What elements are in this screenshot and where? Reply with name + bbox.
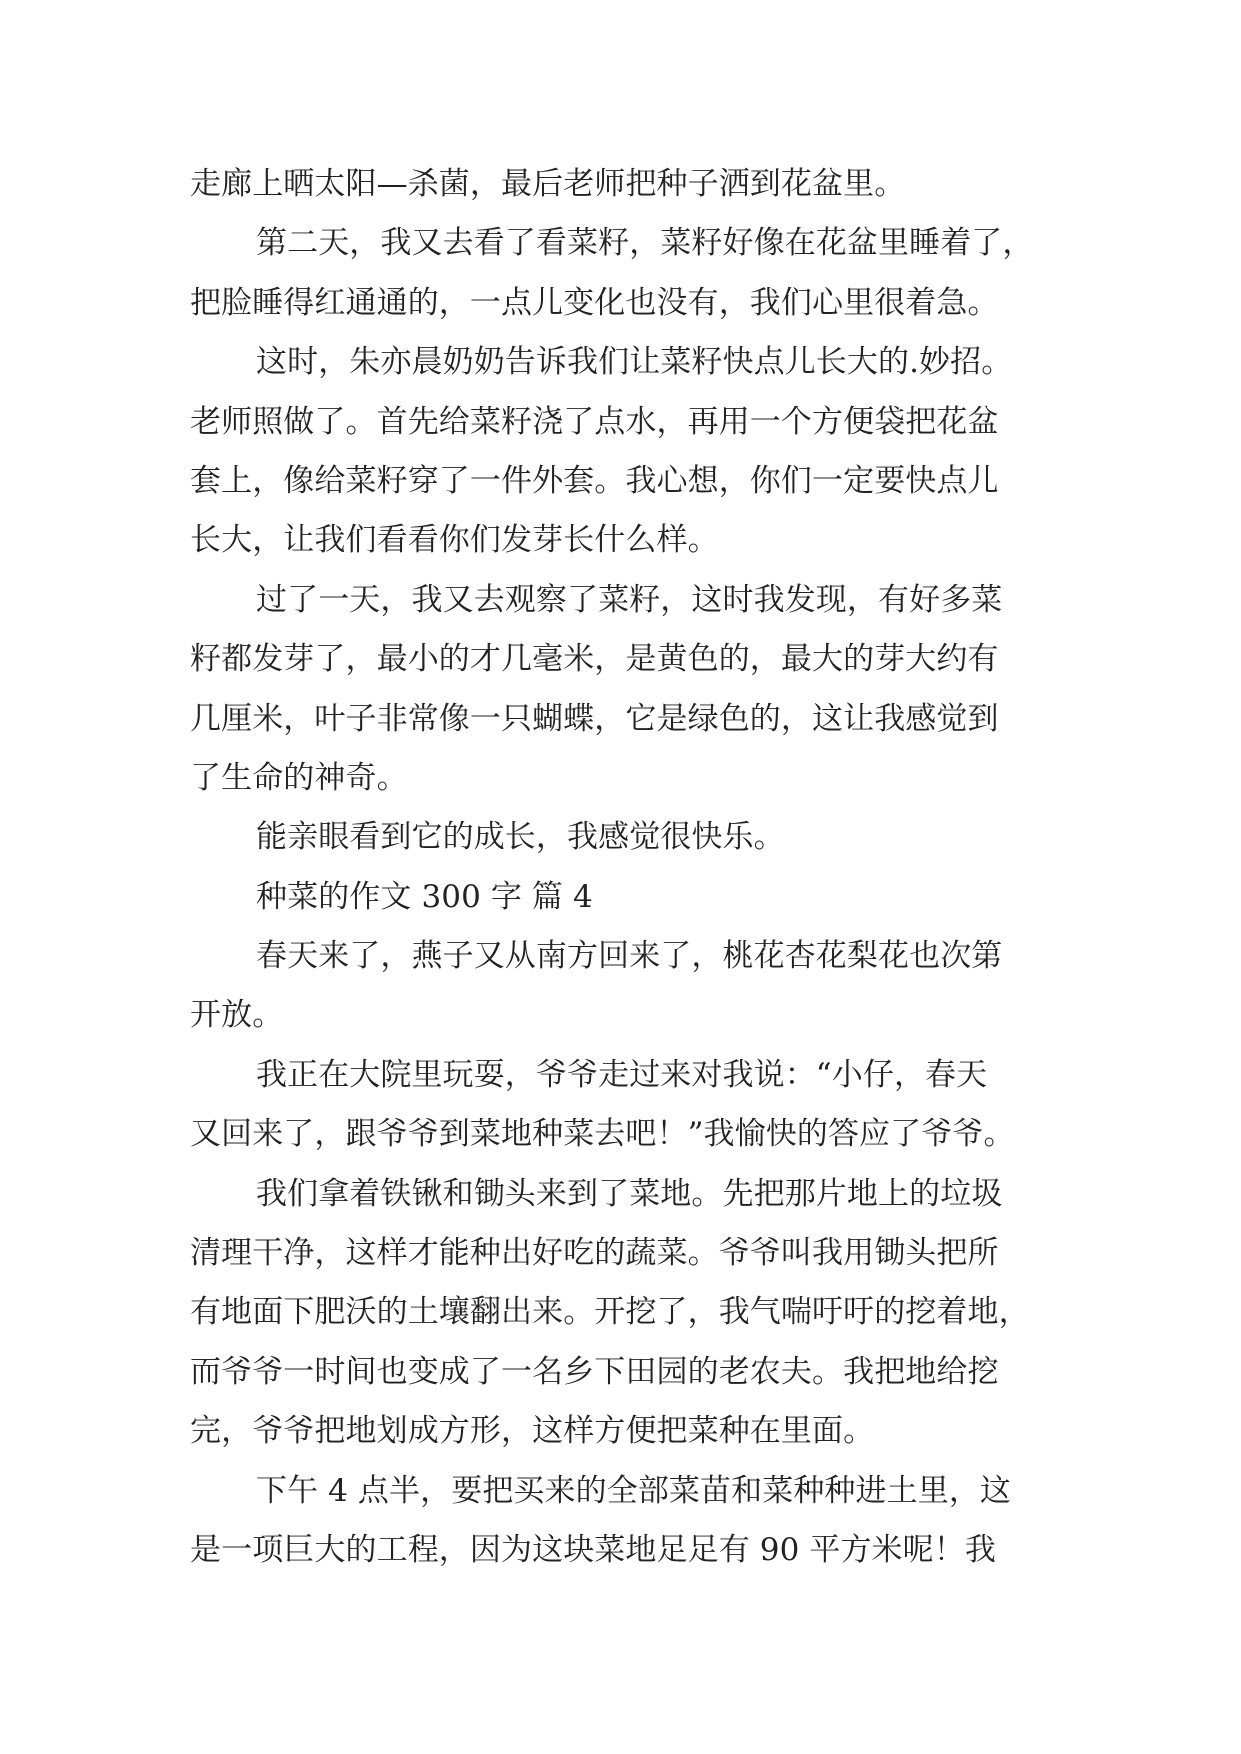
text-line: 我正在大院里玩耍，爷爷走过来对我说：“小仔，春天 [256, 1056, 988, 1093]
text-line: 长大，让我们看看你们发芽长什么样。 [190, 522, 719, 559]
text-line: 我们拿着铁锹和锄头来到了菜地。先把那片地上的垃圾 [256, 1175, 1003, 1212]
text-line: 这时，朱亦晨奶奶告诉我们让菜籽快点儿长大的.妙招。 [256, 344, 1013, 381]
text-line: 老师照做了。首先给菜籽浇了点水，再用一个方便袋把花盆 [190, 403, 999, 440]
text-line: 过了一天，我又去观察了菜籽，这时我发现，有好多菜 [256, 581, 1003, 618]
text-line: 了生命的神奇。 [190, 759, 408, 796]
text-line: 开放。 [190, 997, 284, 1034]
text-line: 而爷爷一时间也变成了一名乡下田园的老农夫。我把地给挖 [190, 1353, 999, 1390]
text-line: 第二天，我又去看了看菜籽，菜籽好像在花盆里睡着了， [256, 225, 1034, 262]
text-line: 几厘米，叶子非常像一只蝴蝶，它是绿色的，这让我感觉到 [190, 700, 999, 737]
text-line: 籽都发芽了，最小的才几毫米，是黄色的，最大的芽大约有 [190, 641, 999, 678]
text-line: 有地面下肥沃的土壤翻出来。开挖了，我气喘吁吁的挖着地， [190, 1294, 1030, 1331]
text-line: 把脸睡得红通通的，一点儿变化也没有，我们心里很着急。 [190, 284, 999, 321]
text-line: 又回来了，跟爷爷到菜地种菜去吧！”我愉快的答应了爷爷。 [190, 1116, 1015, 1153]
essay-body [190, 155, 1070, 1580]
text-line: 清理干净，这样才能种出好吃的蔬菜。爷爷叫我用锄头把所 [190, 1235, 999, 1272]
text-line: 完，爷爷把地划成方形，这样方便把菜种在里面。 [190, 1413, 875, 1450]
text-line: 走廊上晒太阳—杀菌，最后老师把种子洒到花盆里。 [190, 166, 906, 202]
text-line: 是一项巨大的工程，因为这块菜地足足有 90 平方米呢！我 [190, 1531, 996, 1568]
text-line: 能亲眼看到它的成长，我感觉很快乐。 [256, 819, 785, 856]
text-line: 下午 4 点半，要把买来的全部菜苗和菜种种进土里，这 [256, 1472, 1012, 1509]
section-heading: 种菜的作文 300 字 篇 4 [256, 878, 593, 915]
text-line: 套上，像给菜籽穿了一件外套。我心想，你们一定要快点儿 [190, 462, 999, 499]
text-line: 春天来了，燕子又从南方回来了，桃花杏花梨花也次第 [256, 938, 1003, 975]
